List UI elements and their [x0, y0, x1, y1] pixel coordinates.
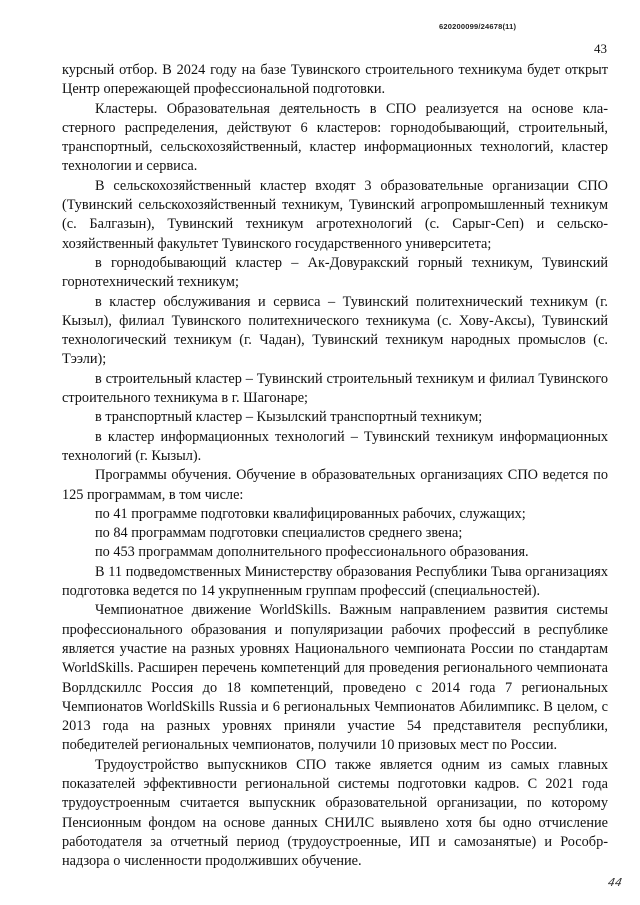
list-item-additional-programs: по 453 программам дополнительного профессионального образования.: [95, 544, 529, 561]
paragraph-mining-cluster: в горнодобывающий кластер – Ак-Довуракский горный техникум, Тувинский горнотехнический техникум;: [62, 254, 608, 291]
paragraph-construction-cluster: в строительный кластер – Тувинский строительный техникум и филиал Тувинского строительного техникума в г. Шагонаре;: [62, 370, 608, 407]
paragraph-transport-cluster: в транспортный кластер – Кызылский транспортный техникум;: [95, 409, 483, 426]
paragraph-worldskills: Чемпионатное движение WorldSkills. Важным направлением развития системы профессионального образования и популяризации рабочих профессий в республике является участие на разных уровнях Национального чемпионата России по стандартам WorldSkills. Расширен перечень компетенций для проведения регионального чемпионата Ворлдскиллс Россия до 18 компетенций, проведено с 2014 года 7 региональных Чемпионатов WorldSkills Russia и 6 региональных Чемпионатов Абилимпикс. В целом, с 2013 года на разных уровнях приняли участие 54 представителя республики, победителей региональных чемпионатов, получили 10 призовых мест по России.: [62, 602, 608, 754]
paragraph-programs: Программы обучения. Обучение в образовательных организациях СПО ведется по 125 программам, в том числе:: [62, 467, 608, 503]
handwritten-page-number: 44: [606, 876, 624, 889]
page-number: 43: [594, 41, 607, 56]
paragraph-agricultural-cluster: В сельскохозяйственный кластер входят 3 образовательные организации СПО (Тувинский сельскохозяйственный техникум, Тувинский агропромышленный техникум (с. Балгазын), Тувинский техникум агротехнологий (с. Сарыг-Сеп) и сельскохозяйственный факультет Тувинского государственного университета;: [62, 177, 608, 252]
paragraph-subordinate-organizations: В 11 подведомственных Министерству образования Республики Тыва организациях подготовка ведется по 14 укрупненным группам профессий (специальностей).: [62, 563, 608, 600]
list-item-specialists-programs: по 84 программам подготовки специалистов среднего звена;: [95, 525, 463, 542]
list-item-workers-programs: по 41 программе подготовки квалифицированных рабочих, служащих;: [95, 505, 526, 522]
paragraph-it-cluster: в кластер информационных технологий – Тувинский техникум информационных технологий (г. Кызыл).: [62, 428, 608, 464]
paragraph-continuation: курсный отбор. В 2024 году на базе Тувинского строительного техникума будет открыт Центр опережающей профессиональной подготовки.: [62, 62, 608, 98]
paragraph-service-cluster: в кластер обслуживания и сервиса – Тувинский политехнический техникум (г. Кызыл), филиал Тувинского политехнического техникума (с. Хову-Аксы), Тувинский технологический техникум (г. Чадан), Тувинский техникум народных промыслов (с. Тээли);: [62, 293, 608, 368]
paragraph-employment: Трудоустройство выпускников СПО также является одним из самых главных показателей эффективности региональной системы подготовки кадров. С 2021 года трудоустроенным считается выпускник образовательной организации, по которому Пенсионным фондом на основе данных СНИЛС выявлено хотя бы одно отчисление работодателя за отчетный период (трудоустроенные, ИП и самозанятые) и Рособрнадзора о численности продолживших обучение.: [62, 756, 608, 870]
paragraph-clusters: Кластеры. Образовательная деятельность в СПО реализуется на основе кластерного распределения, действуют 6 кластеров: горнодобывающий, строительный, транспортный, сельскохозяйственный, кластер информационных технологий, кластер технологии и сервиса.: [62, 100, 608, 175]
document-body: [62, 61, 608, 871]
document-id: 620200099/24678(11): [439, 22, 517, 31]
